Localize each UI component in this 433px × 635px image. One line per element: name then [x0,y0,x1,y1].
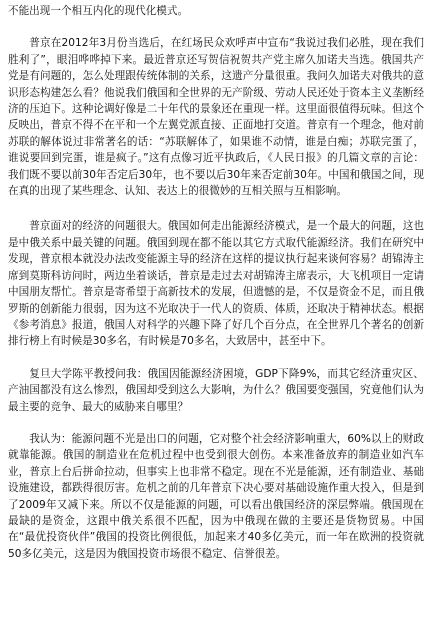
paragraph-putin-election: 普京在2012年3月份当选后，在红场民众欢呼声中宣布“我说过我们必胜，现在我们胜利了”，眼泪哗哗掉下来。最近普京还写贺信祝贺共产党主席久加诺夫当选。俄国共产党是有问题的，怎么处理跟传统体制的关系，这遗产分量很重。我问久加诺夫对俄共的意识形态构建怎么看？他说我们俄国和全世界的无产阶级、劳动人民还处于资本主义垄断经济的压迫下。这种论调好像是二十年代的景象还在重现一样。这里面很值得玩味。但这个反映出，普京不得不在平和一个左翼党派直接、正面地打交道。普京有一个理念，他对前苏联的解体说过非常著名的话：“苏联解体了，如果谁不动情，谁是白痴；苏联完蛋了，谁说要回到完蛋，谁是疯子。”这有点像习近平执政后，《人民日报》的几篇文章的言论：我们既不要以前30年否定后30年，也不要以后30年来否定前30年。中国和俄国之间，现在真的出现了某些理念、认知、表达上的很微妙的互相关照与互相影响。 [8,37,424,198]
paragraph-fudan-question: 复旦大学陈平教授问我：俄国因能源经济困境，GDP下降9%，而其它经济重灾区、产油国都没有这么惨烈，俄国却受到这么大影响，为什么？俄国要变强国，究竟他们认为最主要的竞争、最大的威胁来自哪里？ [8,367,424,413]
paragraph-opening-fragment: 不能出现一个相互内化的现代化模式。 [8,5,189,17]
paragraph-economic-problems: 普京面对的经济的问题很大。俄国如何走出能源经济模式，是一个最大的问题，这也是中俄关系中最关键的问题。俄国到现在都不能以其它方式取代能源经济。我们在研究中发现，普京根本就没办法改变能源主导的经济在这样的提议执行起来谈何容易？胡锦涛主席到莫斯科访问时，两边坐着谈话，普京是走过去对胡锦涛主席表示，大飞机项目一定请中国朋友帮忙。普京是寄希望于高新技术的发展，但遗憾的是，不仅是资金不足，而且俄罗斯的创新能力很弱，因为这不光取决于一代人的资质、体质，还取决于精神状态。根据《参考消息》报道，俄国人对科学的兴趣下降了好几个百分点，在全世界几个著名的创新排行榜上有时候是30多名，有时候是70多名，大致居中，甚至中下。 [8,220,424,348]
paragraph-energy-answer: 我认为：能源问题不光是出口的问题，它对整个社会经济影响重大，60%以上的财政就靠能源。俄国的制造业在危机过程中也受到很大创伤。本来准备放弃的制造业如汽车业，普京上台后拼命拉动，但事实上也非常不稳定。现在不光是能源，还有制造业、基础设施建设，都跌得很厉害。危机之前的几年普京下决心要对基础设施作重大投入，但是到了2009年又减下来。所以不仅是能源的问题，可以看出俄国经济的深层弊端。俄国现在最缺的是资金，这跟中俄关系很不匹配，因为中俄现在做的主要还是货物贸易。中国在“最优投资伙伴”俄国的投资比例很低，加起来才40多亿美元，而一年在欧洲的投资就50多亿美元，这是因为俄国投资市场很不稳定、信誉很差。 [8,432,424,560]
